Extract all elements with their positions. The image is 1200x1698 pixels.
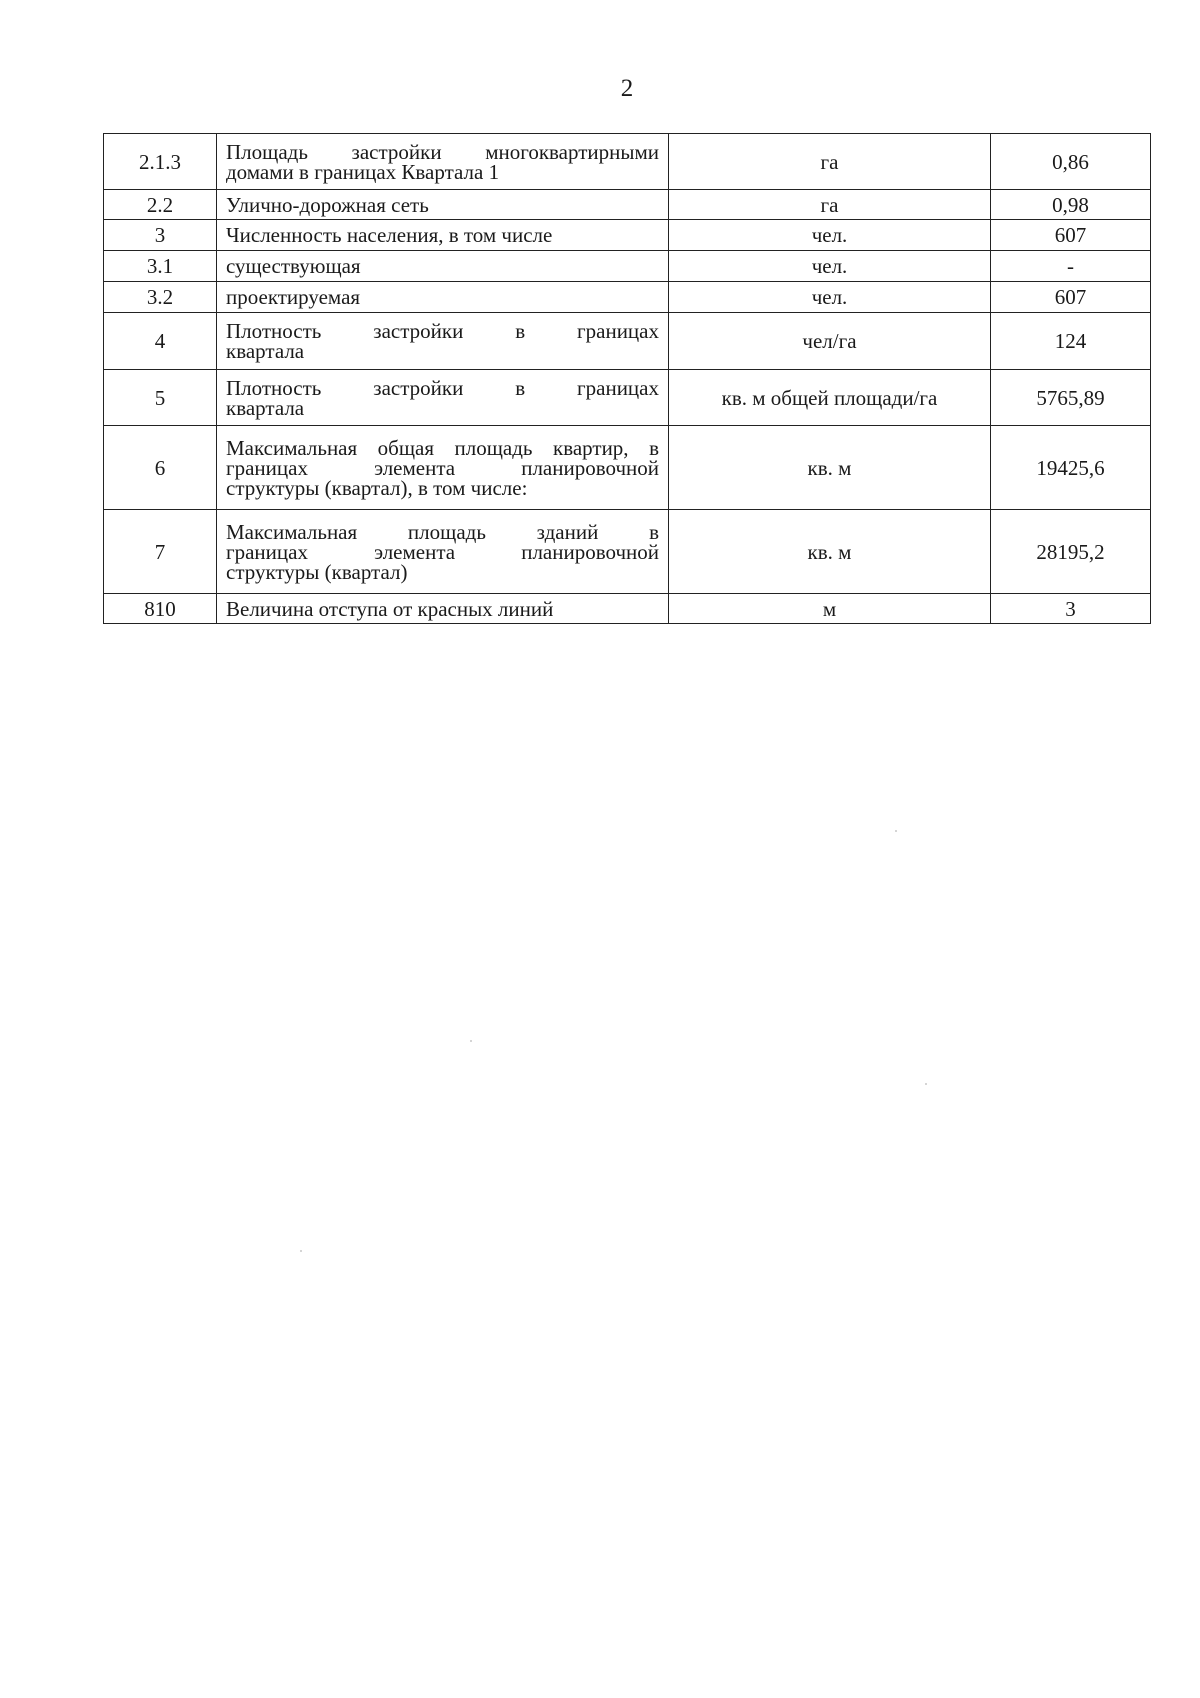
row-unit: кв. м общей площади/га [669, 370, 991, 426]
row-unit: га [669, 190, 991, 220]
scan-speck [470, 1040, 472, 1042]
row-number: 3.1 [104, 251, 217, 282]
row-unit: чел. [669, 282, 991, 313]
indicator-line: домами в границах Квартала 1 [226, 159, 500, 184]
row-unit: га [669, 134, 991, 190]
row-value: 19425,6 [991, 426, 1151, 510]
scan-speck [300, 1250, 302, 1252]
table-row [104, 282, 1151, 313]
indicator-line: проектируемая [226, 285, 361, 309]
row-value: 3 [991, 594, 1151, 624]
scan-speck [925, 1083, 927, 1085]
indicator-line: Улично-дорожная сеть [226, 192, 429, 217]
row-indicator [217, 594, 669, 624]
indicator-line: Плотность застройки в границах [226, 319, 659, 343]
indicator-line: Максимальная площадь зданий в [226, 519, 659, 544]
row-value: 0,98 [991, 190, 1151, 220]
row-indicator [217, 313, 669, 370]
row-value: 5765,89 [991, 370, 1151, 426]
table-row [104, 313, 1151, 370]
row-indicator [217, 190, 669, 220]
row-value: 124 [991, 313, 1151, 370]
row-number: 7 [104, 510, 217, 594]
indicators-table [103, 133, 1151, 624]
table-row [104, 594, 1151, 624]
row-number: 2.2 [104, 190, 217, 220]
indicator-line: структуры (квартал) [226, 559, 408, 584]
row-number: 6 [104, 426, 217, 510]
indicator-line: границах элемента планировочной [226, 455, 659, 480]
indicator-line: границах элемента планировочной [226, 539, 659, 564]
indicator-line: Площадь застройки многоквартирными [226, 139, 659, 164]
row-unit: кв. м [669, 510, 991, 594]
row-number: 3.2 [104, 282, 217, 313]
scan-speck [895, 830, 897, 832]
table-row [104, 134, 1151, 190]
indicator-line: существующая [226, 254, 361, 278]
row-value: 28195,2 [991, 510, 1151, 594]
row-unit: кв. м [669, 426, 991, 510]
indicator-line: квартала [226, 395, 305, 420]
row-number: 810 [104, 594, 217, 624]
row-number: 5 [104, 370, 217, 426]
row-indicator [217, 370, 669, 426]
row-indicator [217, 220, 669, 251]
row-unit: чел/га [669, 313, 991, 370]
row-indicator [217, 134, 669, 190]
table-row [104, 370, 1151, 426]
row-value: 607 [991, 220, 1151, 251]
row-number: 4 [104, 313, 217, 370]
indicator-line: Численность населения, в том числе [226, 223, 553, 247]
page-number: 2 [620, 75, 634, 102]
row-value: 0,86 [991, 134, 1151, 190]
table-row [104, 251, 1151, 282]
row-indicator [217, 510, 669, 594]
table-row [104, 220, 1151, 251]
row-unit: чел. [669, 220, 991, 251]
row-number: 2.1.3 [104, 134, 217, 190]
indicator-line: Максимальная общая площадь квартир, в [226, 435, 659, 460]
table-row [104, 426, 1151, 510]
row-value: - [991, 251, 1151, 282]
table-row [104, 510, 1151, 594]
row-number: 3 [104, 220, 217, 251]
table-row [104, 190, 1151, 220]
indicator-line: Плотность застройки в границах [226, 375, 659, 400]
row-unit: м [669, 594, 991, 624]
indicator-line: структуры (квартал), в том числе: [226, 475, 528, 500]
row-unit: чел. [669, 251, 991, 282]
row-value: 607 [991, 282, 1151, 313]
indicator-line: Величина отступа от красных линий [226, 596, 554, 621]
row-indicator [217, 282, 669, 313]
row-indicator [217, 251, 669, 282]
row-indicator [217, 426, 669, 510]
indicator-line: квартала [226, 339, 305, 363]
